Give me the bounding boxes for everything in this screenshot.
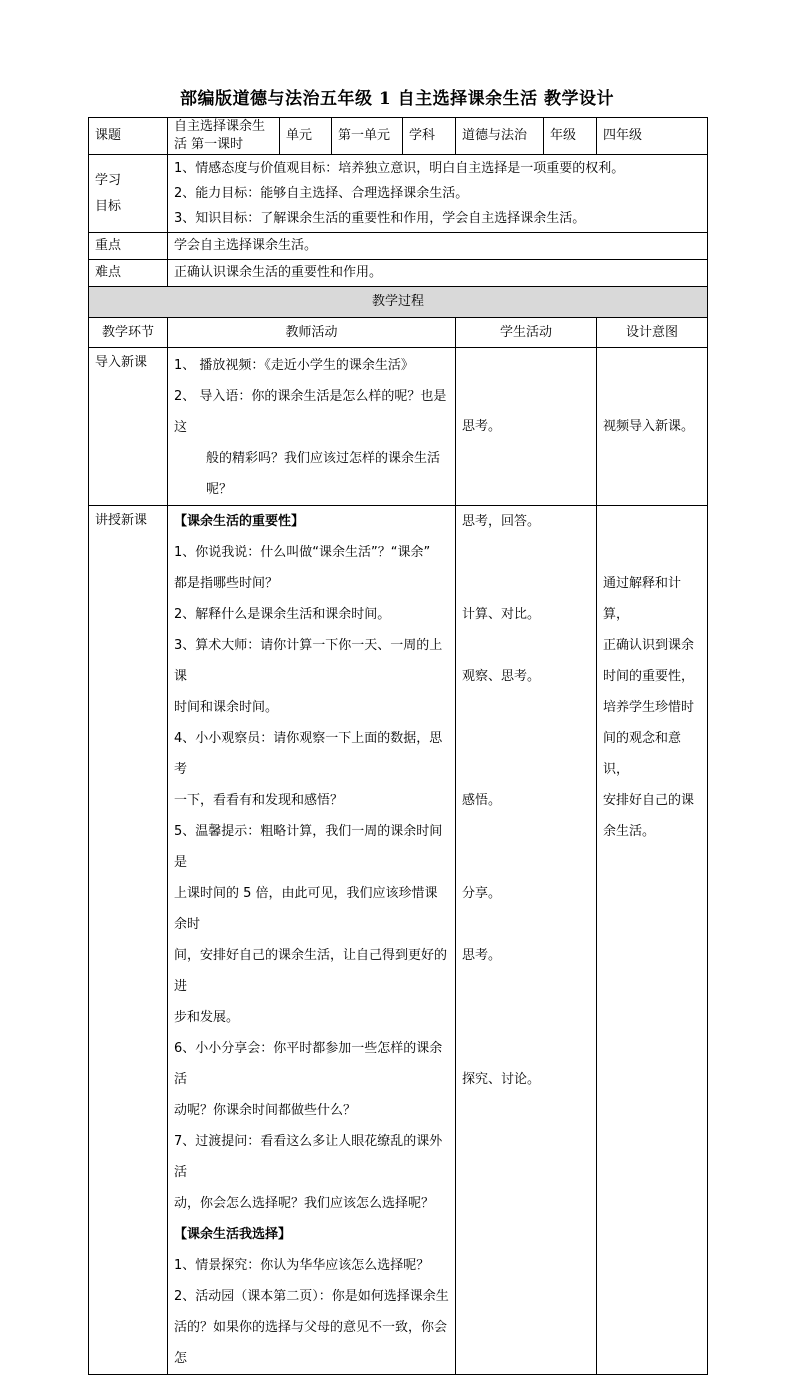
lesson-design-line <box>603 537 701 568</box>
section-heading: 【课余生活我选择】 <box>174 1227 292 1243</box>
lesson-teacher-line: 上课时间的 5 倍，由此可见，我们应该珍惜课余时 <box>174 886 438 933</box>
process-header: 教学过程 <box>89 287 708 318</box>
lesson-student-line <box>462 909 590 940</box>
difficulty-value: 正确认识课余生活的重要性和作用。 <box>168 260 708 287</box>
lesson-teacher <box>168 506 456 1375</box>
intro-design: 视频导入新课。 <box>597 348 708 506</box>
lesson-student-line: 观察、思考。 <box>462 669 541 685</box>
lesson-design-line: 时间的重要性， <box>603 669 695 685</box>
lesson-design-line: 间的观念和意识， <box>603 731 682 778</box>
col-design: 设计意图 <box>597 318 708 348</box>
lesson-design-line: 安排好自己的课 <box>603 793 695 809</box>
intro-teacher-line: 2、 导入语：你的课余生活是怎么样的呢？也是这 <box>174 389 447 436</box>
lesson-design-line: 余生活。 <box>603 824 656 840</box>
objectives-label-line2: 目标 <box>95 198 122 214</box>
col-student: 学生活动 <box>456 318 597 348</box>
key-point-label: 重点 <box>89 233 168 260</box>
objectives-content <box>168 155 708 233</box>
objective-item: 1、情感态度与价值观目标：培养独立意识，明白自主选择是一项重要的权利。 <box>174 161 625 177</box>
lesson-student-line <box>462 692 590 723</box>
objective-item: 2、能力目标：能够自主选择、合理选择课余生活。 <box>174 186 469 202</box>
lesson-teacher-line: 3、算术大师：请你计算一下你一天、一周的上课 <box>174 638 443 685</box>
lesson-student-line <box>462 630 590 661</box>
col-teacher: 教师活动 <box>168 318 456 348</box>
lesson-student-line: 思考。 <box>462 948 502 964</box>
lesson-plan-table <box>88 117 708 1375</box>
lesson-student-line: 计算、对比。 <box>462 607 541 623</box>
lesson-design-line: 培养学生珍惜时 <box>603 700 695 716</box>
lesson-student-line <box>462 537 590 568</box>
lesson-stage: 讲授新课 <box>89 506 168 1375</box>
intro-row <box>89 348 708 506</box>
intro-teacher <box>168 348 456 506</box>
nianji-label: 年级 <box>544 118 597 155</box>
intro-teacher-line: 1、 播放视频：《走近小学生的课余生活》 <box>174 358 414 374</box>
danyuan-value: 第一单元 <box>332 118 403 155</box>
lesson-design-line: 通过解释和计算， <box>603 576 682 623</box>
lesson-student-line <box>462 723 590 754</box>
lesson-student-line: 思考，回答。 <box>462 514 541 530</box>
lesson-student-line: 分享。 <box>462 886 502 902</box>
intro-teacher-line: 般的精彩吗？我们应该过怎样的课余生活呢？ <box>206 451 441 498</box>
difficulty-row <box>89 260 708 287</box>
lesson-teacher-line: 2、活动园（课本第二页）：你是如何选择课余生 <box>174 1289 449 1305</box>
xueke-label: 学科 <box>403 118 456 155</box>
lesson-student-line: 感悟。 <box>462 793 502 809</box>
difficulty-label: 难点 <box>89 260 168 287</box>
lesson-student-line <box>462 971 590 1002</box>
keti-value: 自主选择课余生活 第一课时 <box>168 118 280 155</box>
lesson-student-line <box>462 1033 590 1064</box>
lesson-row <box>89 506 708 1375</box>
lesson-design <box>597 506 708 1375</box>
process-header-row <box>89 287 708 318</box>
lesson-student-line <box>462 847 590 878</box>
lesson-teacher-line: 1、你说我说：什么叫做“课余生活”？“课余” <box>174 545 431 561</box>
info-row <box>89 118 708 155</box>
lesson-teacher-line: 步和发展。 <box>174 1010 240 1026</box>
lesson-teacher-line: 5、温馨提示：粗略计算，我们一周的课余时间是 <box>174 824 443 871</box>
danyuan-label: 单元 <box>280 118 332 155</box>
lesson-teacher-line: 一下，看看有和发现和感悟？ <box>174 793 344 809</box>
lesson-student-line <box>462 816 590 847</box>
nianji-value: 四年级 <box>597 118 708 155</box>
lesson-teacher-line: 间，安排好自己的课余生活，让自己得到更好的进 <box>174 948 448 995</box>
key-point-value: 学会自主选择课余生活。 <box>168 233 708 260</box>
lesson-teacher-line: 时间和课余时间。 <box>174 700 279 716</box>
section-heading: 【课余生活的重要性】 <box>174 514 305 530</box>
lesson-teacher-line: 活的？如果你的选择与父母的意见不一致，你会怎 <box>174 1320 448 1367</box>
xueke-value: 道德与法治 <box>456 118 544 155</box>
lesson-teacher-line: 6、小小分享会：你平时都参加一些怎样的课余活 <box>174 1041 443 1088</box>
lesson-teacher-line: 都是指哪些时间？ <box>174 576 279 592</box>
lesson-teacher-line: 2、解释什么是课余生活和课余时间。 <box>174 607 391 623</box>
objectives-label-line1: 学习 <box>95 172 122 188</box>
intro-student: 思考。 <box>456 348 597 506</box>
objective-item: 3、知识目标：了解课余生活的重要性和作用，学会自主选择课余生活。 <box>174 211 586 227</box>
col-stage: 教学环节 <box>89 318 168 348</box>
lesson-teacher-line: 1、情景探究：你认为华华应该怎么选择呢？ <box>174 1258 430 1274</box>
key-point-row <box>89 233 708 260</box>
lesson-design-line: 正确认识到课余 <box>603 638 695 654</box>
lesson-student-line <box>462 1002 590 1033</box>
lesson-student-line: 探究、讨论。 <box>462 1072 541 1088</box>
lesson-teacher-line: 7、过渡提问：看看这么多让人眼花缭乱的课外活 <box>174 1134 443 1181</box>
process-column-headers <box>89 318 708 348</box>
lesson-design-line <box>603 506 701 537</box>
lesson-teacher-line: 4、小小观察员：请你观察一下上面的数据，思考 <box>174 731 443 778</box>
objectives-row <box>89 155 708 233</box>
keti-label: 课题 <box>89 118 168 155</box>
lesson-student-line <box>462 568 590 599</box>
document-title: 部编版道德与法治五年级 1 自主选择课余生活 教学设计 <box>179 89 615 109</box>
lesson-teacher-line: 动呢？你课余时间都做些什么？ <box>174 1103 357 1119</box>
objectives-label <box>89 155 168 233</box>
lesson-teacher-line: 动，你会怎么选择呢？我们应该怎么选择呢？ <box>174 1196 435 1212</box>
lesson-student-line <box>462 754 590 785</box>
intro-stage: 导入新课 <box>89 348 168 506</box>
lesson-student <box>456 506 597 1375</box>
